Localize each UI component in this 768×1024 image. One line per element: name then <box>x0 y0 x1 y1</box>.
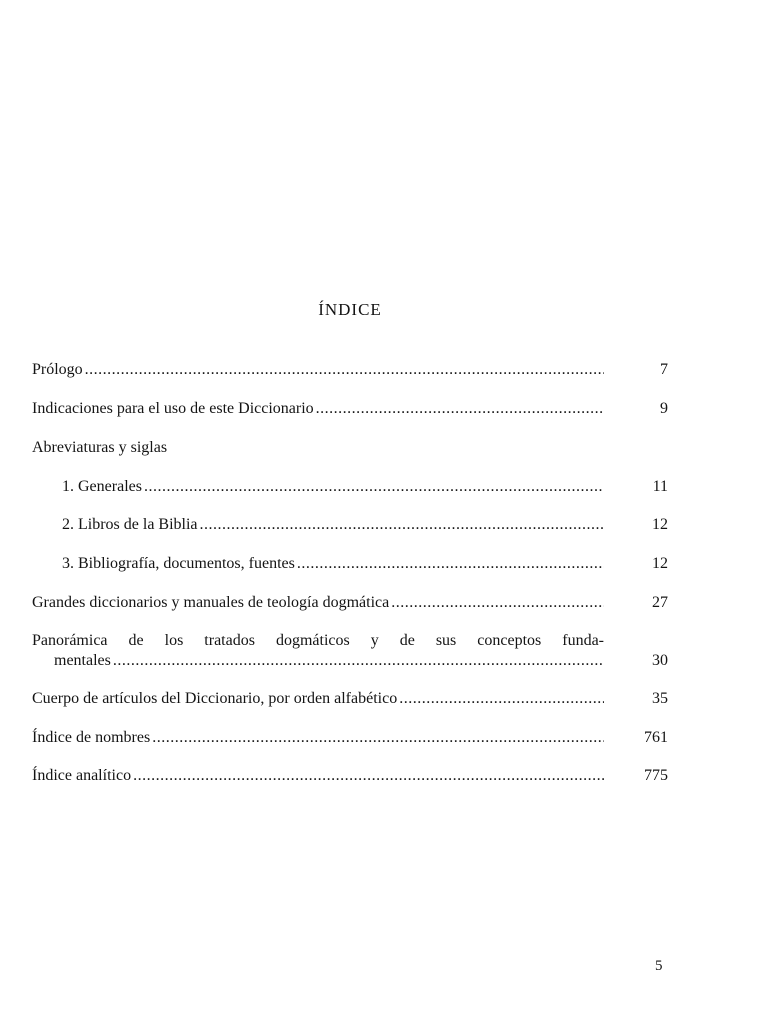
dot-leader <box>391 593 604 613</box>
dot-leader <box>85 360 604 380</box>
toc-page-number: 30 <box>652 652 668 669</box>
toc-page-number: 35 <box>652 690 668 707</box>
toc-section-heading: Abreviaturas y siglas <box>32 439 168 456</box>
toc-page-number: 11 <box>652 478 668 495</box>
dot-leader <box>399 689 604 709</box>
page-title: ÍNDICE <box>318 300 382 319</box>
toc-page-number: 27 <box>652 594 668 611</box>
dot-leader <box>133 766 604 786</box>
toc-entry-label: 3. Bibliografía, documentos, fuentes <box>62 555 295 572</box>
toc-page-number: 12 <box>652 516 668 533</box>
toc-page-number: 775 <box>644 767 668 784</box>
toc-entry-label: 2. Libros de la Biblia <box>62 516 198 533</box>
toc-entry-prologo <box>32 360 668 380</box>
toc-entry-indice-nombres <box>32 728 668 748</box>
toc-page-number: 9 <box>660 400 668 417</box>
toc-entry-label: Grandes diccionarios y manuales de teología dogmática <box>32 594 390 611</box>
toc-page-number: 761 <box>644 729 668 746</box>
toc-entry-indicaciones <box>32 399 668 419</box>
toc-entry-panoramica <box>32 631 668 671</box>
dot-leader <box>200 515 604 535</box>
toc-entry-libros-biblia <box>32 515 668 535</box>
toc-entry-cuerpo-articulos <box>32 689 668 709</box>
dot-leader <box>316 399 604 419</box>
toc-entry-label: Indicaciones para el uso de este Diccionario <box>32 400 314 417</box>
dot-leader <box>297 554 604 574</box>
toc-page-number: 12 <box>652 555 668 572</box>
toc-entry-indice-analitico <box>32 766 668 786</box>
toc-entry-bibliografia <box>32 554 668 574</box>
toc-entry-abreviaturas <box>32 438 668 458</box>
dot-leader <box>144 477 604 497</box>
toc-page-number: 7 <box>660 361 668 378</box>
toc-entry-label: Cuerpo de artículos del Diccionario, por orden alfabético <box>32 690 398 707</box>
toc-entry-label-line2: mentales <box>54 652 111 669</box>
page-folio-number: 5 <box>655 958 663 974</box>
dot-leader <box>113 651 604 671</box>
toc-entry-label: Índice analítico <box>32 767 132 784</box>
toc-entry-label: 1. Generales <box>62 478 142 495</box>
toc-entry-label-line1: Panorámica de los tratados dogmáticos y de sus conceptos funda- <box>32 632 604 649</box>
toc-entry-label: Prólogo <box>32 361 83 378</box>
toc-entry-generales <box>32 477 668 497</box>
toc-entry-label: Índice de nombres <box>32 729 151 746</box>
dot-leader <box>152 728 604 748</box>
toc-entry-grandes-diccionarios <box>32 593 668 613</box>
